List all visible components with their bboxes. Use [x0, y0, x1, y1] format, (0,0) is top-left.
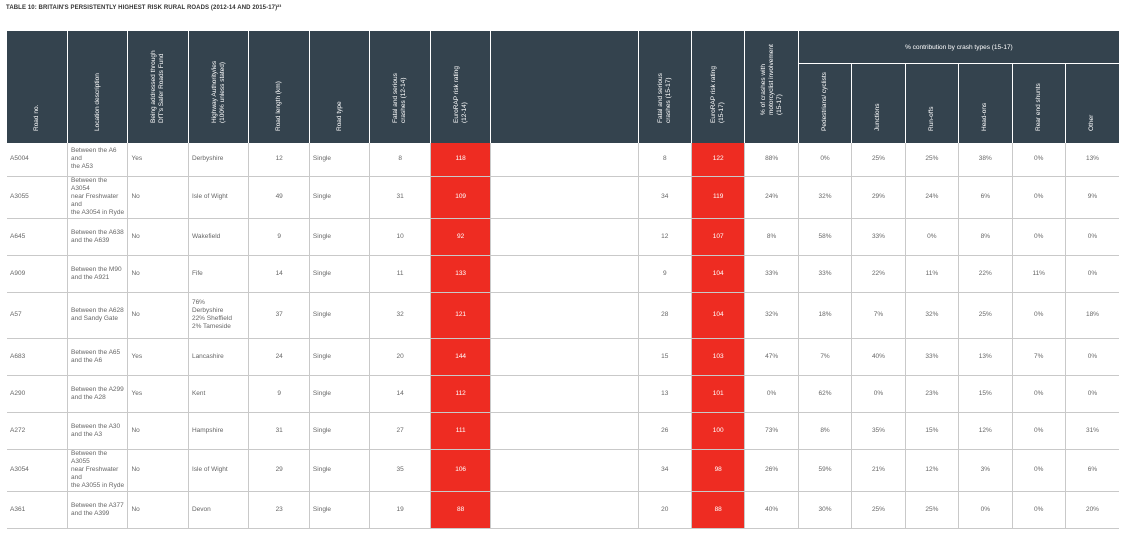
pedestrians-cell: 0%: [798, 143, 851, 176]
fs-1517-cell: 34: [638, 449, 691, 491]
motorcyclist-cell: 73%: [745, 412, 798, 449]
length-cell: 12: [249, 143, 309, 176]
table-row: [7, 375, 1119, 412]
safer-roads-cell: No: [128, 292, 188, 338]
pedestrians-cell: 58%: [798, 218, 851, 255]
safer-roads-cell: Yes: [128, 338, 188, 375]
authority-cell: [188, 491, 248, 528]
header-road-length: Road length (km): [249, 31, 309, 143]
length-cell: 9: [249, 218, 309, 255]
length-cell: 14: [249, 255, 309, 292]
rating-1214-cell: 111: [430, 412, 490, 449]
road-no-cell: A57: [7, 292, 67, 338]
fs-1214-cell: 8: [370, 143, 430, 176]
road-no-cell: A645: [7, 218, 67, 255]
location-cell: [67, 143, 127, 176]
headons-cell: 22%: [959, 255, 1012, 292]
header-headons: Head-ons: [959, 64, 1012, 144]
table-row: [7, 255, 1119, 292]
table-row: [7, 218, 1119, 255]
junctions-cell: 21%: [852, 449, 905, 491]
location-cell-line: and the A639: [70, 236, 110, 244]
header-motorcyclist: % of crashes with motorcyclist involvement (15-17): [745, 31, 798, 143]
rear-end-cell: 0%: [1012, 449, 1065, 491]
runoffs-cell: 24%: [905, 176, 958, 218]
header-fs-1517: Fatal and serious crashes (15-17): [638, 31, 691, 143]
location-cell: [67, 449, 127, 491]
junctions-cell: 7%: [852, 292, 905, 338]
pedestrians-cell: 30%: [798, 491, 851, 528]
location-cell-line: and the A921: [70, 273, 110, 281]
header-safer-roads-fund: Being addressed through DfT's Safer Roads Fund: [128, 31, 188, 143]
risk-roads-table: [7, 31, 1119, 529]
headons-cell: 15%: [959, 375, 1012, 412]
location-cell-line: and the A399: [70, 509, 110, 517]
rating-1214-cell: 109: [430, 176, 490, 218]
rating-1517-cell: 101: [691, 375, 744, 412]
length-cell: 31: [249, 412, 309, 449]
location-cell-line: near Freshwater and: [70, 193, 119, 208]
rating-1214-cell: 121: [430, 292, 490, 338]
blank-cell: [491, 176, 638, 218]
rear-end-cell: 0%: [1012, 292, 1065, 338]
road-no-cell: A290: [7, 375, 67, 412]
table-row: [7, 491, 1119, 528]
authority-cell: [188, 218, 248, 255]
safer-roads-cell: No: [128, 449, 188, 491]
fs-1517-cell: 13: [638, 375, 691, 412]
fs-1517-cell: 26: [638, 412, 691, 449]
header-junctions: Junctions: [852, 64, 905, 144]
rating-1517-cell: 100: [691, 412, 744, 449]
blank-cell: [491, 143, 638, 176]
table-row: [7, 292, 1119, 338]
length-cell: 9: [249, 375, 309, 412]
authority-cell: [188, 375, 248, 412]
rating-1517-cell: 104: [691, 255, 744, 292]
length-cell: 29: [249, 449, 309, 491]
location-cell-line: Between the A638: [70, 228, 124, 236]
junctions-cell: 0%: [852, 375, 905, 412]
road-type-cell: Single: [309, 491, 369, 528]
table-row: [7, 143, 1119, 176]
blank-cell: [491, 449, 638, 491]
road-no-cell: A272: [7, 412, 67, 449]
fs-1214-cell: 19: [370, 491, 430, 528]
authority-cell: [188, 255, 248, 292]
safer-roads-cell: No: [128, 255, 188, 292]
rating-1214-cell: 92: [430, 218, 490, 255]
other-cell: 6%: [1065, 449, 1119, 491]
headons-cell: 3%: [959, 449, 1012, 491]
motorcyclist-cell: 24%: [745, 176, 798, 218]
location-cell-line: Between the A6 and: [70, 147, 117, 163]
table-row: [7, 449, 1119, 491]
fs-1517-cell: 34: [638, 176, 691, 218]
rear-end-cell: 0%: [1012, 412, 1065, 449]
fs-1214-cell: 31: [370, 176, 430, 218]
road-no-cell: A5004: [7, 143, 67, 176]
location-cell: [67, 412, 127, 449]
junctions-cell: 33%: [852, 218, 905, 255]
motorcyclist-cell: 26%: [745, 449, 798, 491]
rating-1517-cell: 122: [691, 143, 744, 176]
road-type-cell: Single: [309, 255, 369, 292]
table-row: [7, 338, 1119, 375]
safer-roads-cell: No: [128, 176, 188, 218]
other-cell: 0%: [1065, 255, 1119, 292]
location-cell-line: the A3055 in Ryde: [70, 482, 125, 489]
road-no-cell: A909: [7, 255, 67, 292]
length-cell: 23: [249, 491, 309, 528]
location-cell-line: Between the A3054: [70, 177, 108, 192]
road-no-cell: A3054: [7, 449, 67, 491]
road-type-cell: Single: [309, 292, 369, 338]
road-type-cell: Single: [309, 375, 369, 412]
fs-1517-cell: 20: [638, 491, 691, 528]
header-rating-1214: EuroRAP risk rating (12-14): [430, 31, 490, 143]
headons-cell: 6%: [959, 176, 1012, 218]
authority-cell-line: Devon: [191, 505, 211, 513]
fs-1517-cell: 15: [638, 338, 691, 375]
location-cell-line: Between the A299: [70, 385, 124, 393]
fs-1214-cell: 14: [370, 375, 430, 412]
runoffs-cell: 0%: [905, 218, 958, 255]
road-no-cell: A3055: [7, 176, 67, 218]
location-cell: [67, 176, 127, 218]
rating-1517-cell: 119: [691, 176, 744, 218]
motorcyclist-cell: 40%: [745, 491, 798, 528]
pedestrians-cell: 33%: [798, 255, 851, 292]
authority-cell-line: Isle of Wight: [191, 193, 228, 200]
headons-cell: 0%: [959, 491, 1012, 528]
runoffs-cell: 11%: [905, 255, 958, 292]
pedestrians-cell: 8%: [798, 412, 851, 449]
road-type-cell: Single: [309, 176, 369, 218]
rear-end-cell: 0%: [1012, 218, 1065, 255]
table-row: [7, 412, 1119, 449]
road-no-cell: A361: [7, 491, 67, 528]
location-cell-line: Between the A628: [70, 307, 124, 314]
fs-1517-cell: 9: [638, 255, 691, 292]
fs-1214-cell: 20: [370, 338, 430, 375]
header-road-no: Road no.: [7, 31, 67, 143]
rear-end-cell: 7%: [1012, 338, 1065, 375]
header-fs-1214: Fatal and serious crashes (12-14): [370, 31, 430, 143]
motorcyclist-cell: 47%: [745, 338, 798, 375]
location-cell: [67, 292, 127, 338]
pedestrians-cell: 7%: [798, 338, 851, 375]
headons-cell: 38%: [959, 143, 1012, 176]
other-cell: 13%: [1065, 143, 1119, 176]
junctions-cell: 22%: [852, 255, 905, 292]
motorcyclist-cell: 88%: [745, 143, 798, 176]
table-title: TABLE 10: BRITAIN'S PERSISTENTLY HIGHEST RISK RURAL ROADS (2012-14 AND 2015-17)²³: [6, 5, 282, 11]
runoffs-cell: 12%: [905, 449, 958, 491]
safer-roads-cell: No: [128, 412, 188, 449]
authority-cell-line: Derbyshire: [191, 155, 224, 163]
road-type-cell: Single: [309, 412, 369, 449]
fs-1517-cell: 8: [638, 143, 691, 176]
location-cell-line: and Sandy Gate: [70, 315, 118, 322]
blank-cell: [491, 412, 638, 449]
table-row: [7, 176, 1119, 218]
headons-cell: 8%: [959, 218, 1012, 255]
location-cell-line: Between the M90: [70, 265, 122, 273]
rating-1214-cell: 133: [430, 255, 490, 292]
rating-1517-cell: 103: [691, 338, 744, 375]
junctions-cell: 40%: [852, 338, 905, 375]
runoffs-cell: 32%: [905, 292, 958, 338]
road-type-cell: Single: [309, 218, 369, 255]
junctions-cell: 25%: [852, 491, 905, 528]
location-cell-line: Between the A30: [70, 422, 121, 430]
length-cell: 37: [249, 292, 309, 338]
other-cell: 0%: [1065, 375, 1119, 412]
safer-roads-cell: No: [128, 491, 188, 528]
header-location: Location description: [67, 31, 127, 143]
runoffs-cell: 33%: [905, 338, 958, 375]
fs-1214-cell: 10: [370, 218, 430, 255]
authority-cell-line: 76%: [191, 299, 205, 306]
blank-cell: [491, 292, 638, 338]
rating-1517-cell: 107: [691, 218, 744, 255]
authority-cell-line: Kent: [191, 389, 206, 397]
authority-cell: [188, 292, 248, 338]
motorcyclist-cell: 0%: [745, 375, 798, 412]
header-runoffs: Run-offs: [905, 64, 958, 144]
fs-1214-cell: 27: [370, 412, 430, 449]
blank-cell: [491, 338, 638, 375]
blank-cell: [491, 375, 638, 412]
rating-1214-cell: 118: [430, 143, 490, 176]
junctions-cell: 29%: [852, 176, 905, 218]
header-other: Other: [1065, 64, 1119, 144]
pedestrians-cell: 18%: [798, 292, 851, 338]
other-cell: 18%: [1065, 292, 1119, 338]
rating-1214-cell: 88: [430, 491, 490, 528]
runoffs-cell: 15%: [905, 412, 958, 449]
authority-cell: [188, 143, 248, 176]
authority-cell-line: 22% Sheffield: [191, 315, 232, 322]
location-cell-line: the A3054 in Ryde: [70, 209, 125, 216]
length-cell: 24: [249, 338, 309, 375]
safer-roads-cell: Yes: [128, 143, 188, 176]
header-rating-1517: EuroRAP risk rating (15-17): [691, 31, 744, 143]
location-cell-line: and the A28: [70, 393, 106, 401]
headons-cell: 13%: [959, 338, 1012, 375]
authority-cell-line: Isle of Wight: [191, 466, 228, 473]
header-highway-authority: Highway Authority/ies (100% unless stated): [188, 31, 248, 143]
location-cell-line: near Freshwater and: [70, 466, 119, 481]
authority-cell: [188, 176, 248, 218]
other-cell: 0%: [1065, 338, 1119, 375]
fs-1517-cell: 28: [638, 292, 691, 338]
road-type-cell: Single: [309, 143, 369, 176]
fs-1214-cell: 11: [370, 255, 430, 292]
authority-cell: [188, 449, 248, 491]
location-cell-line: and the A6: [70, 356, 103, 364]
rear-end-cell: 0%: [1012, 491, 1065, 528]
header-pedestrians: Pedestrians/ cyclists: [798, 64, 851, 144]
other-cell: 31%: [1065, 412, 1119, 449]
header-rear-end: Rear end shunts: [1012, 64, 1065, 144]
fs-1214-cell: 35: [370, 449, 430, 491]
fs-1214-cell: 32: [370, 292, 430, 338]
authority-cell: [188, 412, 248, 449]
fs-1517-cell: 12: [638, 218, 691, 255]
location-cell-line: the A53: [70, 163, 94, 171]
motorcyclist-cell: 8%: [745, 218, 798, 255]
location-cell: [67, 491, 127, 528]
blank-cell: [491, 218, 638, 255]
headons-cell: 25%: [959, 292, 1012, 338]
authority-cell-line: Lancashire: [191, 352, 224, 360]
junctions-cell: 35%: [852, 412, 905, 449]
location-cell: [67, 255, 127, 292]
rear-end-cell: 0%: [1012, 176, 1065, 218]
length-cell: 49: [249, 176, 309, 218]
motorcyclist-cell: 33%: [745, 255, 798, 292]
blank-cell: [491, 255, 638, 292]
motorcyclist-cell: 32%: [745, 292, 798, 338]
road-type-cell: Single: [309, 449, 369, 491]
rear-end-cell: 11%: [1012, 255, 1065, 292]
runoffs-cell: 25%: [905, 143, 958, 176]
location-cell: [67, 375, 127, 412]
runoffs-cell: 25%: [905, 491, 958, 528]
rating-1214-cell: 112: [430, 375, 490, 412]
authority-cell-line: Derbyshire: [191, 307, 224, 314]
rating-1517-cell: 88: [691, 491, 744, 528]
authority-cell-line: 2% Tameside: [191, 323, 231, 330]
road-type-cell: Single: [309, 338, 369, 375]
other-cell: 0%: [1065, 218, 1119, 255]
location-cell: [67, 218, 127, 255]
headons-cell: 12%: [959, 412, 1012, 449]
authority-cell-line: Fife: [191, 269, 203, 277]
rating-1517-cell: 98: [691, 449, 744, 491]
location-cell-line: Between the A65: [70, 348, 121, 356]
location-cell: [67, 338, 127, 375]
authority-cell-line: Hampshire: [191, 426, 224, 434]
pedestrians-cell: 59%: [798, 449, 851, 491]
safer-roads-cell: Yes: [128, 375, 188, 412]
rear-end-cell: 0%: [1012, 143, 1065, 176]
location-cell-line: Between the A3055: [70, 450, 108, 465]
safer-roads-cell: No: [128, 218, 188, 255]
location-cell-line: Between the A377: [70, 501, 124, 509]
header-blank: [491, 31, 638, 143]
header-crash-types-group: % contribution by crash types (15-17): [798, 31, 1119, 64]
pedestrians-cell: 32%: [798, 176, 851, 218]
authority-cell: [188, 338, 248, 375]
road-no-cell: A683: [7, 338, 67, 375]
other-cell: 20%: [1065, 491, 1119, 528]
rating-1517-cell: 104: [691, 292, 744, 338]
location-cell-line: and the A3: [70, 430, 103, 438]
other-cell: 9%: [1065, 176, 1119, 218]
pedestrians-cell: 62%: [798, 375, 851, 412]
rating-1214-cell: 144: [430, 338, 490, 375]
runoffs-cell: 23%: [905, 375, 958, 412]
blank-cell: [491, 491, 638, 528]
junctions-cell: 25%: [852, 143, 905, 176]
rating-1214-cell: 106: [430, 449, 490, 491]
authority-cell-line: Wakefield: [191, 232, 221, 240]
rear-end-cell: 0%: [1012, 375, 1065, 412]
header-road-type: Road type: [309, 31, 369, 143]
